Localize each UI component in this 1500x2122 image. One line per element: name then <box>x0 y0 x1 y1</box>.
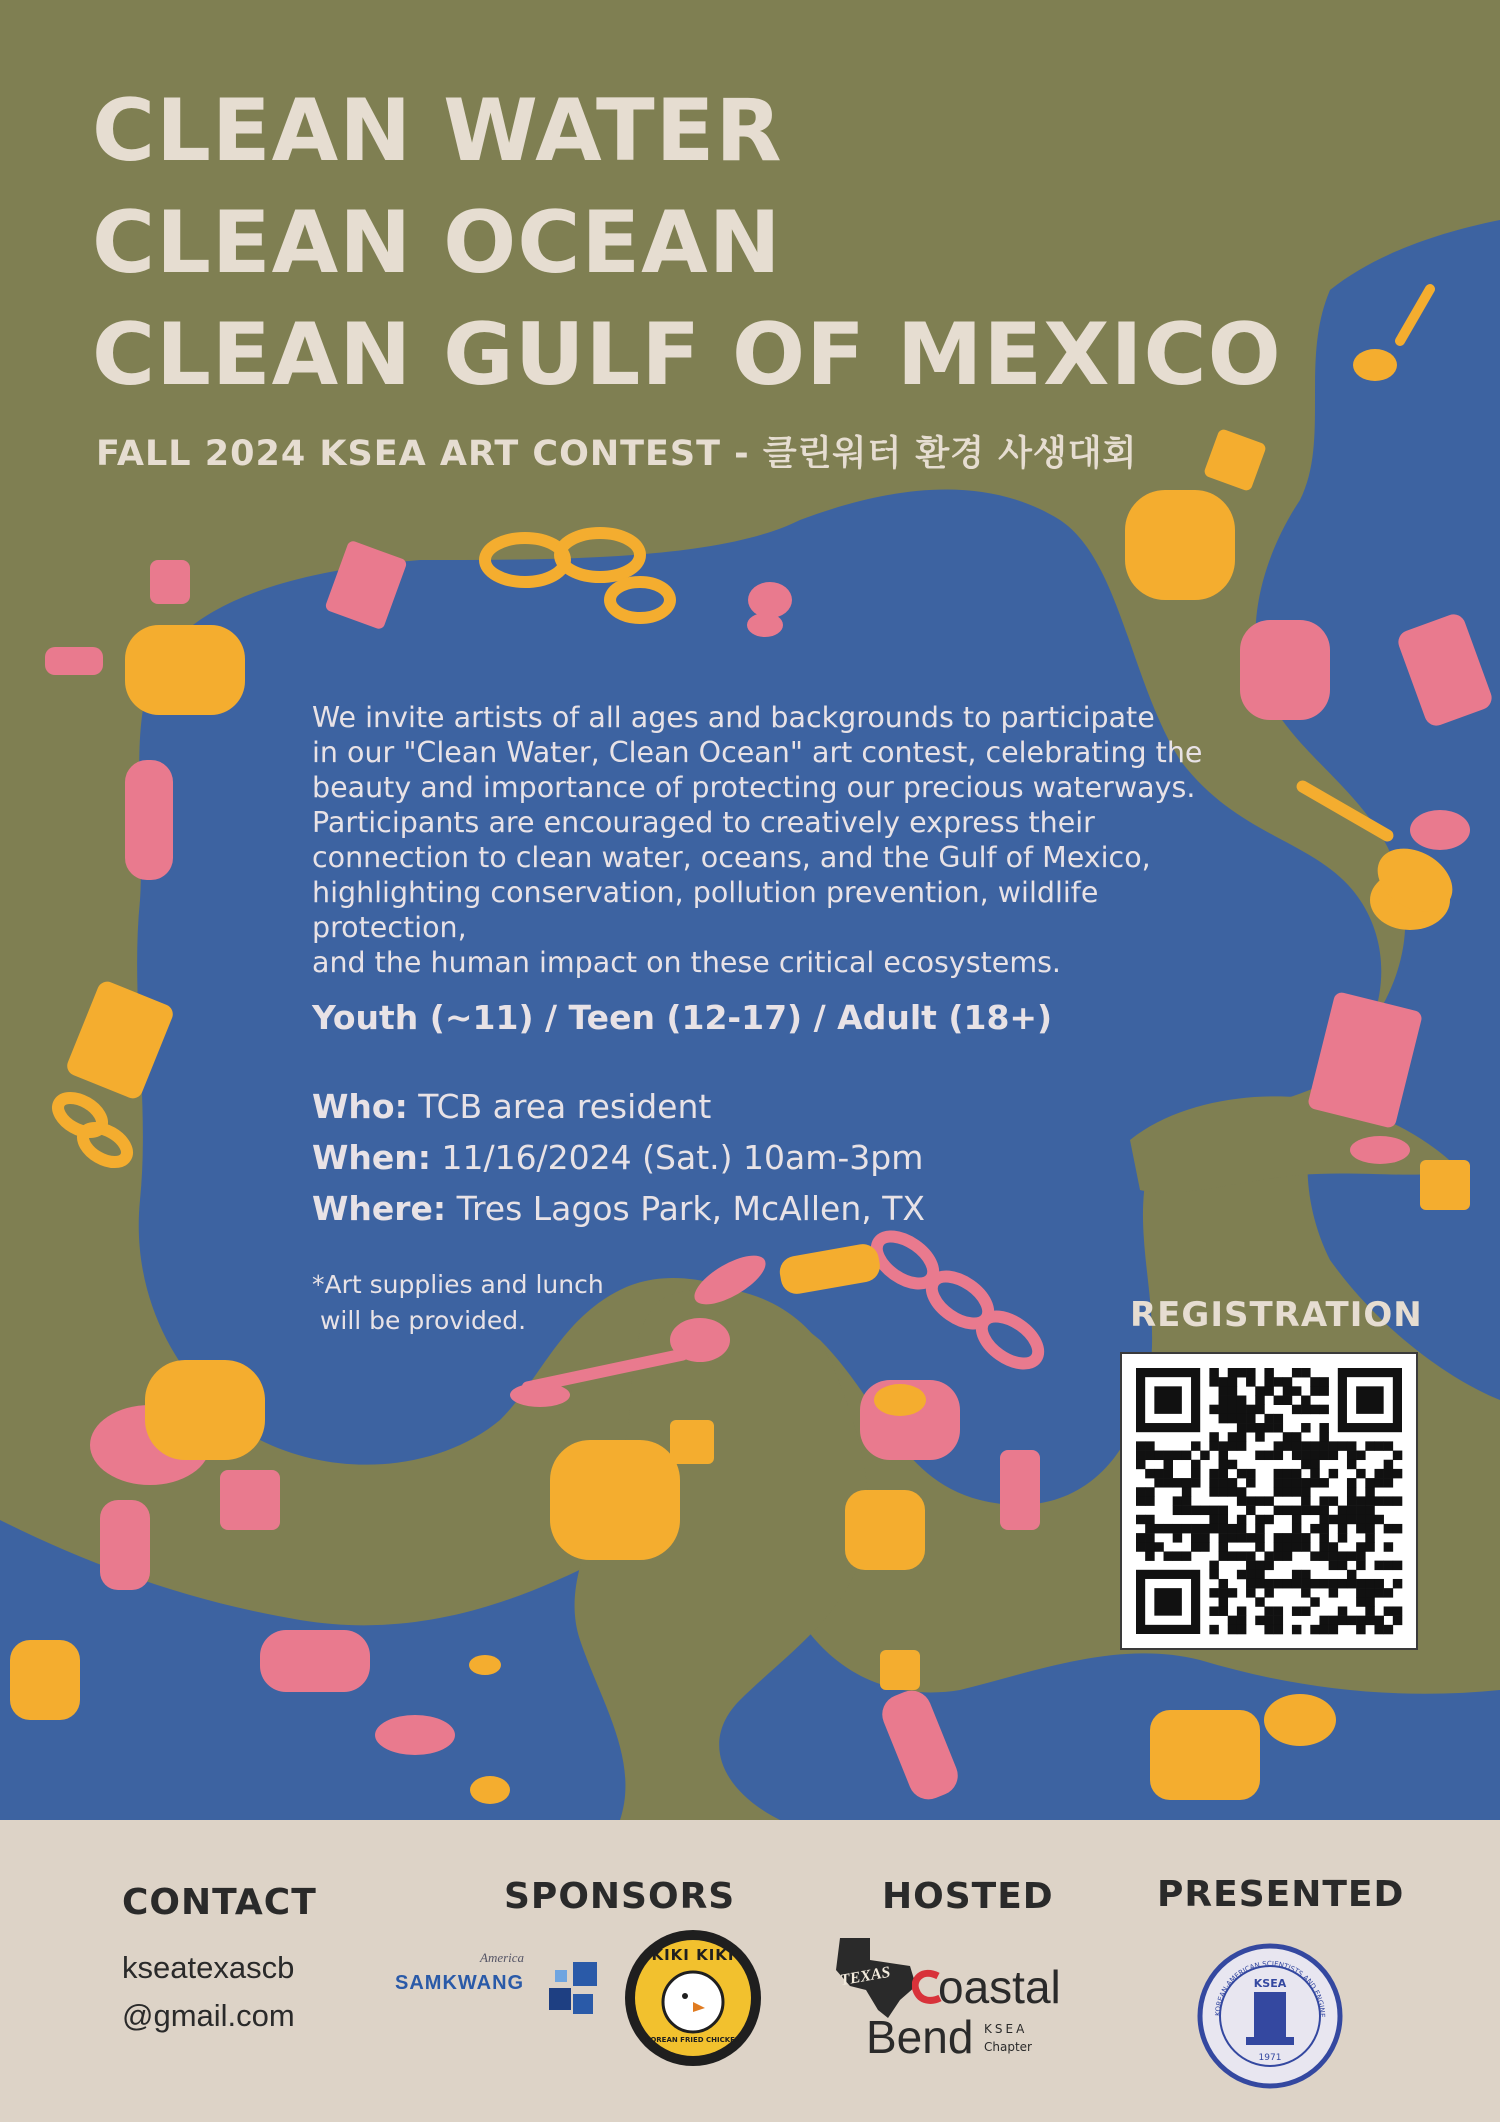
contact-email-line-2[interactable]: @gmail.com <box>122 1998 295 2033</box>
intro-line: in our "Clean Water, Clean Ocean" art contest, celebrating the <box>312 736 1203 769</box>
where-label: Where: <box>312 1189 447 1228</box>
contact-email-line-1[interactable]: kseatexascb <box>122 1950 295 1985</box>
contact-heading: CONTACT <box>122 1882 317 1923</box>
who-value: TCB area resident <box>407 1087 712 1126</box>
qr-code-icon <box>1122 1354 1416 1648</box>
sponsors-heading: SPONSORS <box>504 1876 736 1917</box>
note-line: will be provided. <box>312 1306 527 1335</box>
title-line-2: CLEAN OCEAN <box>92 193 782 293</box>
samkwang-logo <box>395 1950 615 2030</box>
presented-heading: PRESENTED <box>1157 1874 1405 1915</box>
intro-line: and the human impact on these critical ecosystems. <box>312 946 1061 979</box>
samkwang-small-text: America <box>480 1950 525 1965</box>
intro-line: highlighting conservation, pollution prevention, wildlife protection, <box>312 876 1099 944</box>
seal-ring-text: KOREAN-AMERICAN SCIENTISTS AND ENGINE <box>1213 1959 1327 2018</box>
samkwang-name: SAMKWANG <box>395 1972 525 1994</box>
kiki-name: KIKI KIKI <box>651 1946 735 1964</box>
age-categories: Youth (~11) / Teen (12-17) / Adult (18+) <box>312 998 1053 1037</box>
texas-label: TEXAS <box>838 1963 892 1990</box>
ksea-small-label: KSEA <box>984 2022 1028 2036</box>
seal-ksea: KSEA <box>1253 1977 1287 1990</box>
who-line <box>312 1087 711 1126</box>
kiki-kiki-logo <box>623 1928 763 2068</box>
supplies-note <box>312 1267 642 1339</box>
when-label: When: <box>312 1138 431 1177</box>
registration-label: REGISTRATION <box>1130 1295 1423 1335</box>
intro-line: connection to clean water, oceans, and the Gulf of Mexico, <box>312 841 1151 874</box>
texas-coastal-bend-logo <box>830 1930 1090 2080</box>
chapter-small-label: Chapter <box>984 2040 1032 2054</box>
when-line <box>312 1138 923 1177</box>
footer <box>0 1820 1500 2122</box>
where-value: Tres Lagos Park, McAllen, TX <box>446 1189 925 1228</box>
samkwang-mark-icon <box>545 1962 609 2022</box>
hosted-heading: HOSTED <box>882 1876 1054 1917</box>
kiki-subtitle: KOREAN FRIED CHICKEN <box>645 2036 741 2044</box>
subtitle: FALL 2024 KSEA ART CONTEST - 클린워터 환경 사생대회 <box>96 434 1138 474</box>
where-line <box>312 1189 925 1228</box>
title-line-3: CLEAN GULF OF MEXICO <box>92 305 1282 405</box>
seal-year: 1971 <box>1258 2053 1282 2063</box>
intro-paragraph <box>312 700 1242 980</box>
intro-line: Participants are encouraged to creatively express their <box>312 806 1095 839</box>
registration-qr-code[interactable] <box>1120 1352 1418 1650</box>
ksea-seal-logo <box>1196 1942 1344 2090</box>
title-line-1: CLEAN WATER <box>92 81 783 181</box>
bend-label: Bend <box>866 2011 974 2063</box>
who-label: Who: <box>312 1087 408 1126</box>
note-line: *Art supplies and lunch <box>312 1270 604 1299</box>
intro-line: beauty and importance of protecting our precious waterways. <box>312 771 1196 804</box>
when-value: 11/16/2024 (Sat.) 10am-3pm <box>430 1138 924 1177</box>
ksea-seal-icon <box>1196 1942 1344 2090</box>
intro-line: We invite artists of all ages and backgrounds to participate <box>312 701 1155 734</box>
coastal-label: oastal <box>938 1961 1061 2013</box>
